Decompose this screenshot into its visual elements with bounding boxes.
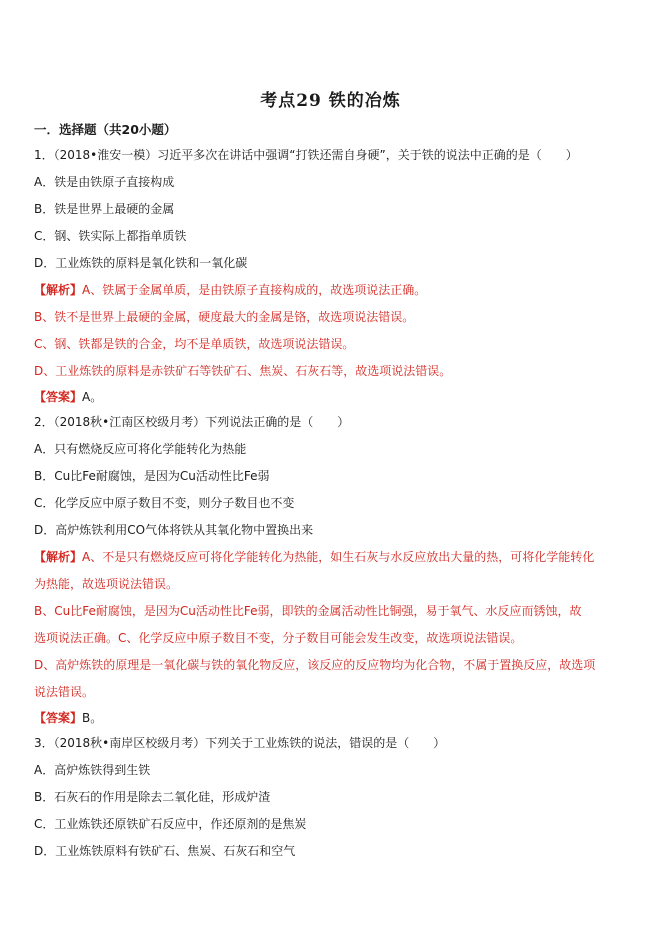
question-2-option-c: C．化学反应中原子数目不变，则分子数目也不变 <box>34 496 295 510</box>
question-1-option-c: C．钢、铁实际上都指单质铁 <box>34 229 187 243</box>
answer-value: A。 <box>82 390 103 404</box>
question-1-option-b: B．铁是世界上最硬的金属 <box>34 202 175 216</box>
question-2-analysis-line <box>34 550 634 565</box>
question-3-stem: 3．（2018秋•南岸区校级月考）下列关于工业炼铁的说法，错误的是（ ） <box>34 736 446 750</box>
question-2-stem: 2．（2018秋•江南区校级月考）下列说法正确的是（ ） <box>34 415 350 429</box>
question-1-analysis-line <box>34 283 634 298</box>
analysis-tag: 【解析】 <box>34 283 83 297</box>
analysis-text: A、铁属于金属单质，是由铁原子直接构成的，故选项说法正确。 <box>82 283 427 297</box>
answer-tag: 【答案】 <box>34 711 83 725</box>
page-title: 考点29 铁的冶炼 <box>260 91 401 111</box>
question-3-option-b: B．石灰石的作用是除去二氧化硅，形成炉渣 <box>34 790 271 804</box>
question-2-analysis-line: 选项说法正确。C、化学反应中原子数目不变，分子数目可能会发生改变，故选项说法错误。 <box>34 631 523 645</box>
question-2-analysis-line: 说法错误。 <box>34 685 95 699</box>
question-3-option-d: D．工业炼铁原料有铁矿石、焦炭、石灰石和空气 <box>34 844 296 858</box>
question-1-analysis-line: D、工业炼铁的原料是赤铁矿石等铁矿石、焦炭、石灰石等，故选项说法错误。 <box>34 364 452 378</box>
question-2-answer <box>34 711 634 726</box>
answer-value: B。 <box>82 711 103 725</box>
question-2-analysis-line: D、高炉炼铁的原理是一氧化碳与铁的氧化物反应，该反应的反应物均为化合物，不属于置换反应，故选项 <box>34 658 596 672</box>
question-1-analysis-line: B、铁不是世界上最硬的金属，硬度最大的金属是铬，故选项说法错误。 <box>34 310 415 324</box>
question-3-option-c: C．工业炼铁还原铁矿石反应中，作还原剂的是焦炭 <box>34 817 307 831</box>
question-1-option-d: D．工业炼铁的原料是氧化铁和一氧化碳 <box>34 256 248 270</box>
question-3-option-a: A．高炉炼铁得到生铁 <box>34 763 151 777</box>
question-1-option-a: A．铁是由铁原子直接构成 <box>34 175 175 189</box>
question-2-option-a: A．只有燃烧反应可将化学能转化为热能 <box>34 442 247 456</box>
question-2-analysis-line: 为热能，故选项说法错误。 <box>34 577 179 591</box>
analysis-text: A、不是只有燃烧反应可将化学能转化为热能，如生石灰与水反应放出大量的热，可将化学能转化 <box>82 550 595 564</box>
question-2-analysis-line: B、Cu比Fe耐腐蚀，是因为Cu活动性比Fe弱，即铁的金属活动性比铜强，易于氧气、水反应而锈蚀，故 <box>34 604 582 618</box>
question-1-answer <box>34 390 634 405</box>
question-2-option-d: D．高炉炼铁利用CO气体将铁从其氧化物中置换出来 <box>34 523 314 537</box>
question-2-option-b: B．Cu比Fe耐腐蚀，是因为Cu活动性比Fe弱 <box>34 469 270 483</box>
question-1-stem: 1．（2018•淮安一模）习近平多次在讲话中强调“打铁还需自身硬”，关于铁的说法中正确的是（ ） <box>34 148 578 162</box>
analysis-tag: 【解析】 <box>34 550 83 564</box>
section-heading: 一．选择题（共20小题） <box>34 122 177 137</box>
question-1-analysis-line: C、钢、铁都是铁的合金，均不是单质铁，故选项说法错误。 <box>34 337 355 351</box>
answer-tag: 【答案】 <box>34 390 83 404</box>
